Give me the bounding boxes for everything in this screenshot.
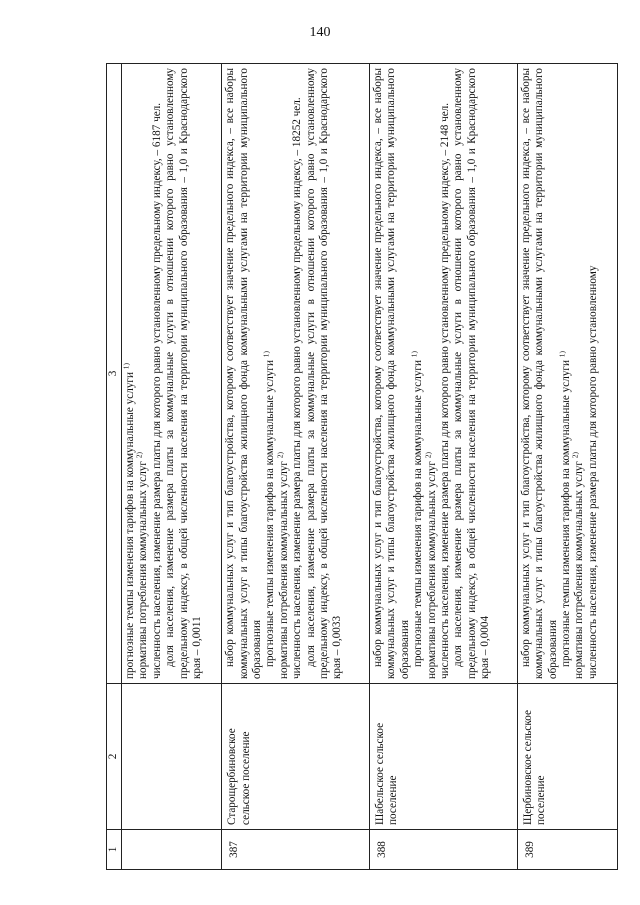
header-col-2: 2	[107, 684, 122, 830]
description-line: доля населения, изменение размера платы за коммунальные услуги в отношении которого равно установленному предельному индексу, в общей численности населения на территории муниципального образования – 1,0 и Краснодарского края – 0,0011	[164, 68, 204, 679]
description-line: набор коммунальных услуг и тип благоустройства, которому соответствует значение предельного индекса, – все наборы коммунальных услуг и типы благоустройства жилищного фонда коммунальными услугами на территории муниципального образования	[371, 68, 411, 679]
description-line: нормативы потребления коммунальных услуг $^{2)}$	[422, 451, 438, 679]
row-description-cell	[222, 64, 370, 684]
row-name-cell: Щербиновское сельское поселение	[517, 684, 617, 830]
header-col-3: 3	[107, 64, 122, 684]
description-line: прогнозные темпы изменения тарифов на коммунальные услуги $^{1)}$	[121, 362, 136, 679]
description-line: численность населения, изменение размера платы для которого равно установленному предельному индексу, – 2148 чел.	[439, 102, 452, 679]
description-line: численность населения, изменение размера платы для которого равно установленному	[586, 265, 599, 679]
rotated-table-container	[106, 64, 618, 870]
header-col-1: 1	[107, 830, 122, 870]
description-line: прогнозные темпы изменения тарифов на коммунальные услуги $^{1)}$	[557, 350, 573, 667]
description-line: нормативы потребления коммунальных услуг $^{2)}$	[570, 451, 586, 679]
page-number: 140	[309, 25, 331, 40]
description-line: прогнозные темпы изменения тарифов на коммунальные услуги $^{1)}$	[409, 350, 425, 667]
row-name-cell	[122, 684, 222, 830]
table-row	[517, 64, 617, 870]
description-line: набор коммунальных услуг и тип благоустройства, которому соответствует значение предельного индекса, – все наборы коммунальных услуг и типы благоустройства жилищного фонда коммунальными услугами на территории муниципального образования	[519, 68, 559, 679]
description-line: набор коммунальных услуг и тип благоустройства, которому соответствует значение предельного индекса, – все наборы коммунальных услуг и типы благоустройства жилищного фонда коммунальными услугами на территории муниципального образования	[224, 68, 263, 679]
table-row	[222, 64, 370, 870]
table-header-row	[107, 64, 122, 870]
description-line: доля населения, изменение размера платы за коммунальные услуги в отношении которого равно установленному предельному индексу, в общей численности населения на территории муниципального образования – 1,0 и Краснодарского края – 0,0004	[452, 68, 492, 679]
row-number-cell: 387	[222, 830, 370, 870]
description-line: доля населения, изменение размера платы за коммунальные услуги в отношении которого равно установленному предельному индексу, в общей численности населения на территории муниципального образования – 1,0 и Краснодарского края – 0,0033	[304, 68, 344, 679]
row-description-cell	[122, 64, 222, 684]
row-name-cell: Шабельское сельское поселение	[369, 684, 517, 830]
description-line: нормативы потребления коммунальных услуг $^{2)}$	[275, 451, 290, 679]
row-number-cell: 389	[517, 830, 617, 870]
description-line: нормативы потребления коммунальных услуг $^{2)}$	[134, 451, 150, 679]
row-description-cell	[517, 64, 617, 684]
description-line: численность населения, изменение размера платы для которого равно установленному предельному индексу, – 18252 чел.	[291, 97, 304, 679]
row-description-cell	[369, 64, 517, 684]
row-number-cell: 388	[369, 830, 517, 870]
row-name-cell: Старощербиновское сельское поселение	[222, 684, 370, 830]
indices-table	[106, 63, 618, 870]
description-line: численность населения, изменение размера платы для которого равно установленному предельному индексу, – 6187 чел.	[150, 102, 163, 679]
description-line: прогнозные темпы изменения тарифов на коммунальные услуги $^{1)}$	[261, 350, 277, 667]
table-row	[369, 64, 517, 870]
table-row-continuation	[122, 64, 222, 870]
row-number-cell	[122, 830, 222, 870]
